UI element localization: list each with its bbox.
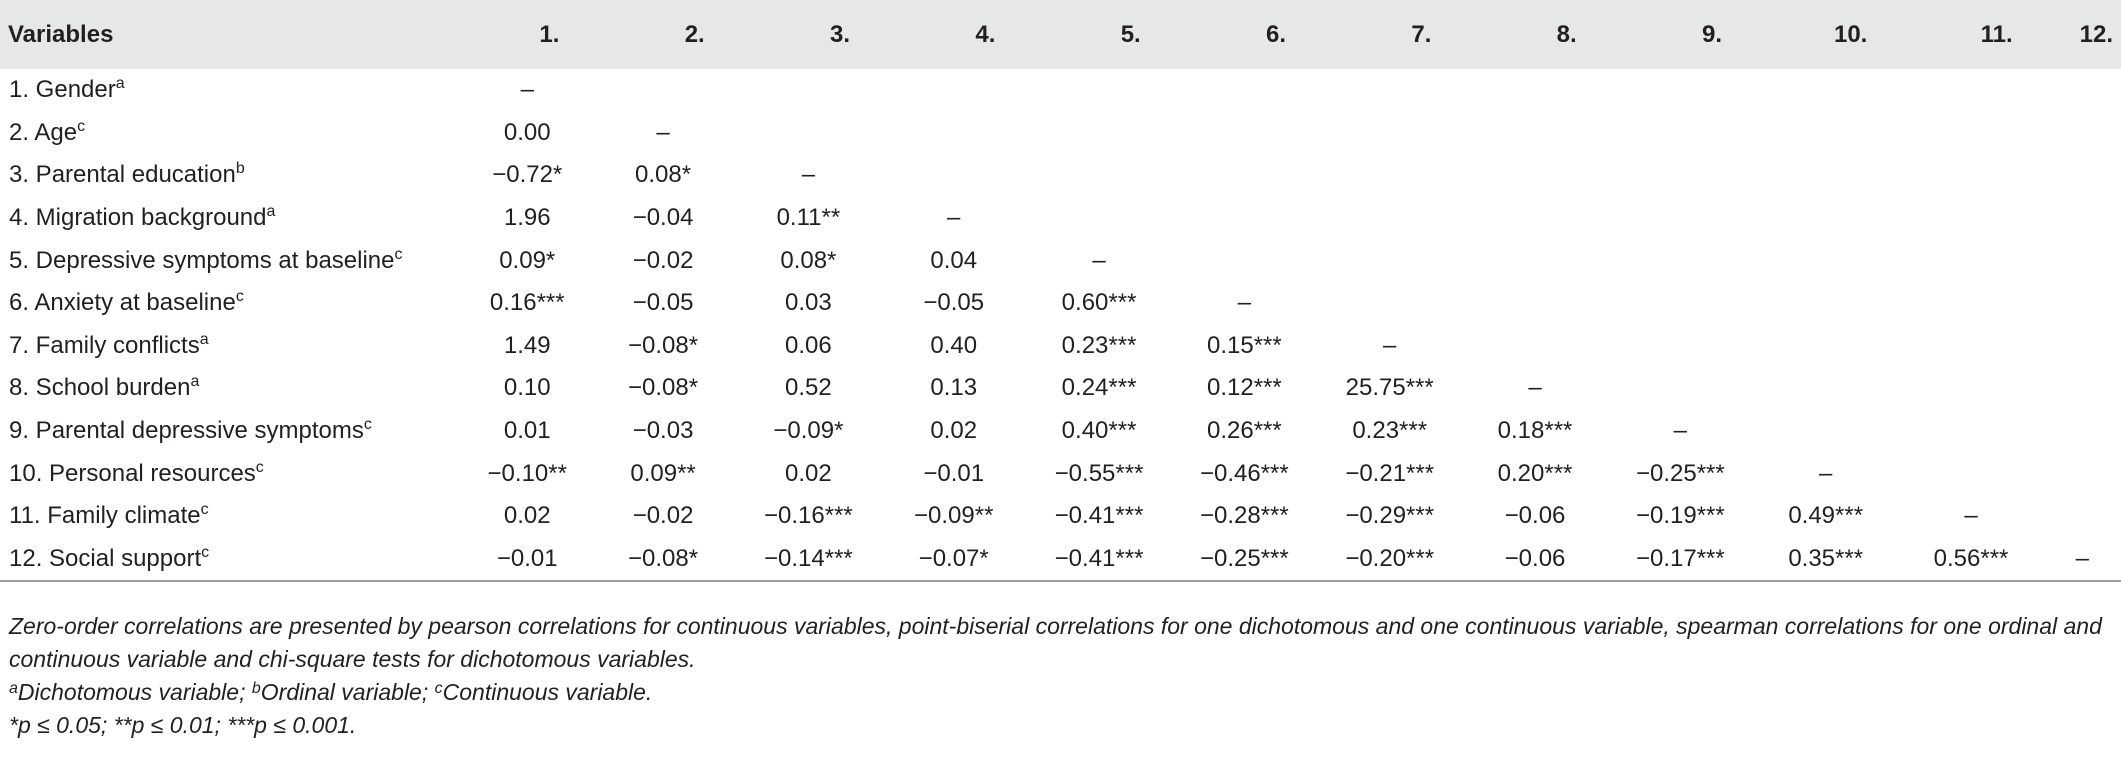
table-cell: – xyxy=(1383,331,1397,359)
variable-name: 5. Depressive symptoms at baseline xyxy=(9,246,395,274)
table-cell xyxy=(2044,282,2121,325)
table-cell: −0.19*** xyxy=(1635,502,1725,530)
table-cell: −0.14*** xyxy=(736,538,881,582)
table-cell: 0.00 xyxy=(503,118,551,146)
table-cell: −0.09** xyxy=(914,502,994,530)
column-header-variables: Variables xyxy=(8,20,114,48)
table-cell: 0.09** xyxy=(630,459,696,487)
variable-type-sup: a xyxy=(266,203,276,221)
variable-type-sup: c xyxy=(255,458,264,476)
table-cell: 0.23*** xyxy=(1061,331,1137,359)
table-cell: −0.07* xyxy=(881,538,1026,582)
column-header: 12. xyxy=(2079,20,2113,48)
table-cell: 25.75*** xyxy=(1345,374,1434,402)
row-label xyxy=(0,239,464,282)
table-cell: −0.02 xyxy=(632,502,694,530)
table-cell xyxy=(736,112,881,155)
table-row xyxy=(0,239,2121,282)
table-cell: 0.40 xyxy=(930,331,978,359)
table-cell: 0.08* xyxy=(780,246,837,274)
table-cell xyxy=(1026,154,1171,197)
footnote-legend xyxy=(9,676,2115,709)
table-cell: 0.02 xyxy=(930,417,978,445)
table-cell: −0.04 xyxy=(632,204,694,232)
table-cell xyxy=(1026,112,1171,155)
table-cell xyxy=(2044,452,2121,495)
table-row xyxy=(0,495,2121,538)
table-cell xyxy=(1462,112,1607,155)
table-cell xyxy=(1317,197,1462,240)
table-cell xyxy=(1608,282,1753,325)
table-cell xyxy=(1898,69,2043,112)
table-row xyxy=(0,197,2121,240)
legend-text: Ordinal variable; xyxy=(260,679,435,705)
table-cell: −0.21*** xyxy=(1345,459,1435,487)
variable-name: 1. Gender xyxy=(9,76,116,104)
table-cell xyxy=(1753,239,1898,282)
table-cell xyxy=(1898,452,2043,495)
table-cell xyxy=(1898,367,2043,410)
table-cell xyxy=(1608,154,1753,197)
variable-type-sup: c xyxy=(235,288,244,306)
table-cell: −0.05 xyxy=(923,289,985,317)
table-cell: −0.29*** xyxy=(1345,502,1435,530)
table-cell xyxy=(1753,325,1898,368)
table-cell xyxy=(2044,239,2121,282)
table-cell xyxy=(881,154,1026,197)
table-cell: −0.01 xyxy=(464,538,590,582)
footnote-significance: *p ≤ 0.05; **p ≤ 0.01; ***p ≤ 0.001. xyxy=(9,712,357,738)
variable-type-sup: c xyxy=(201,543,210,561)
table-cell xyxy=(1172,154,1317,197)
table-cell: −0.06 xyxy=(1504,502,1566,530)
table-cell: −0.17*** xyxy=(1608,538,1753,582)
variable-name: 6. Anxiety at baseline xyxy=(9,289,236,317)
table-cell xyxy=(2044,367,2121,410)
column-header: 4. xyxy=(975,20,996,48)
table-row xyxy=(0,452,2121,495)
table-cell xyxy=(1317,239,1462,282)
variable-type-sup: c xyxy=(200,501,209,519)
table-cell xyxy=(1462,325,1607,368)
row-label xyxy=(0,69,464,112)
table-cell xyxy=(2044,112,2121,155)
table-cell: – xyxy=(2044,538,2121,582)
table-cell: −0.41*** xyxy=(1026,538,1171,582)
table-cell: – xyxy=(1092,246,1106,274)
variable-name: 8. School burden xyxy=(9,374,191,402)
variable-type-sup: c xyxy=(363,416,372,434)
table-cell xyxy=(2044,325,2121,368)
table-cell: – xyxy=(1528,374,1542,402)
table-cell: −0.28*** xyxy=(1199,502,1289,530)
row-label xyxy=(0,367,464,410)
variable-name: 4. Migration background xyxy=(9,204,267,232)
legend-sup: a xyxy=(9,680,18,697)
table-cell xyxy=(1317,154,1462,197)
row-label xyxy=(0,282,464,325)
table-cell: 0.09* xyxy=(499,246,556,274)
variable-name: 12. Social support xyxy=(9,544,202,572)
header-row xyxy=(0,0,2121,69)
table-cell xyxy=(1462,282,1607,325)
table-cell xyxy=(590,69,735,112)
table-cell: – xyxy=(520,76,534,104)
row-label xyxy=(0,410,464,453)
table-cell: −0.25*** xyxy=(1635,459,1725,487)
table-cell: 0.56*** xyxy=(1898,538,2043,582)
table-cell: – xyxy=(656,118,670,146)
table-cell xyxy=(1172,197,1317,240)
table-cell xyxy=(2044,410,2121,453)
footnote-description: Zero-order correlations are presented by pearson correlations for continuous variables, point-biserial correlations for one dichotomous and one continuous variable, spearman correlations for one ordinal and continuous variable and chi-square tests for dichotomous variables. xyxy=(9,613,2102,672)
variable-type-sup: a xyxy=(199,330,209,348)
table-cell: 0.11** xyxy=(776,204,841,232)
table-cell xyxy=(1462,239,1607,282)
table-cell xyxy=(881,112,1026,155)
legend-sup: b xyxy=(251,680,261,697)
table-cell xyxy=(2044,197,2121,240)
table-cell xyxy=(1608,239,1753,282)
row-label xyxy=(0,495,464,538)
table-cell: 0.24*** xyxy=(1061,374,1137,402)
table-cell: −0.02 xyxy=(632,246,694,274)
table-row xyxy=(0,69,2121,112)
variable-name: 10. Personal resources xyxy=(9,459,256,487)
table-cell: 0.40*** xyxy=(1061,417,1137,445)
table-cell xyxy=(1753,410,1898,453)
table-row xyxy=(0,154,2121,197)
row-label xyxy=(0,452,464,495)
table-cell xyxy=(2044,154,2121,197)
table-cell xyxy=(1462,69,1607,112)
row-label xyxy=(0,154,464,197)
table-row xyxy=(0,282,2121,325)
legend-text: Dichotomous variable; xyxy=(17,679,252,705)
table-row xyxy=(0,325,2121,368)
table-cell: −0.20*** xyxy=(1317,538,1462,582)
table-cell xyxy=(2044,495,2121,538)
column-header: 6. xyxy=(1266,20,1287,48)
table-cell: 0.18*** xyxy=(1497,417,1573,445)
table-cell: 0.49*** xyxy=(1788,502,1864,530)
table-cell: −0.09* xyxy=(773,417,844,445)
table-cell: 0.03 xyxy=(785,289,832,317)
table-cell: 0.08* xyxy=(635,161,692,189)
table-cell xyxy=(1172,239,1317,282)
table-cell xyxy=(2044,69,2121,112)
variable-type-sup: a xyxy=(190,373,200,391)
table-cell: – xyxy=(947,204,961,232)
table-cell: 0.02 xyxy=(785,459,832,487)
table-cell xyxy=(736,69,881,112)
variable-type-sup: b xyxy=(235,160,245,178)
table-cell xyxy=(1898,112,2043,155)
column-header: 7. xyxy=(1411,20,1432,48)
table-cell: −0.41*** xyxy=(1054,502,1144,530)
table-cell: −0.16*** xyxy=(764,502,853,530)
table-cell: −0.55*** xyxy=(1054,459,1144,487)
row-label xyxy=(0,112,464,155)
table-row xyxy=(0,367,2121,410)
variable-type-sup: c xyxy=(77,117,86,135)
variable-type-sup: a xyxy=(115,75,125,93)
table-cell: −0.01 xyxy=(923,459,985,487)
variable-type-sup: c xyxy=(394,245,403,263)
table-cell: −0.72* xyxy=(492,161,563,189)
table-cell xyxy=(1608,197,1753,240)
table-cell: 0.16*** xyxy=(489,289,565,317)
table-cell: 0.15*** xyxy=(1207,331,1282,359)
table-cell xyxy=(1172,112,1317,155)
table-cell: 0.60*** xyxy=(1061,289,1137,317)
table-cell xyxy=(1753,112,1898,155)
column-header: 5. xyxy=(1120,20,1141,48)
table-cell xyxy=(1753,367,1898,410)
table-cell: −0.06 xyxy=(1462,538,1607,582)
column-header: 10. xyxy=(1833,20,1868,48)
legend-text: Continuous variable. xyxy=(442,679,653,705)
table-cell: −0.08* xyxy=(628,331,699,359)
table-cell xyxy=(1753,69,1898,112)
table-cell xyxy=(1608,367,1753,410)
table-row xyxy=(0,112,2121,155)
table-body xyxy=(0,69,2121,581)
table-cell: 0.06 xyxy=(785,331,832,359)
table-cell xyxy=(1608,69,1753,112)
table-cell xyxy=(1317,282,1462,325)
variable-name: 2. Age xyxy=(9,118,78,146)
column-header: 9. xyxy=(1702,20,1723,48)
table-cell xyxy=(1608,112,1753,155)
table-cell: 0.02 xyxy=(503,502,551,530)
legend-sup: c xyxy=(434,680,443,697)
table-cell: 0.52 xyxy=(785,374,832,402)
table-cell xyxy=(1172,69,1317,112)
table-cell xyxy=(1753,282,1898,325)
table-cell xyxy=(1462,154,1607,197)
table-cell: 1.49 xyxy=(503,331,551,359)
table-cell: – xyxy=(1819,459,1833,487)
table-cell: 0.10 xyxy=(503,374,551,402)
table-cell xyxy=(1462,197,1607,240)
table-cell xyxy=(881,69,1026,112)
table-cell xyxy=(1898,325,2043,368)
table-cell: 0.04 xyxy=(930,246,978,274)
table-row xyxy=(0,410,2121,453)
variable-name: 7. Family conflicts xyxy=(9,331,200,359)
table-cell: −0.08* xyxy=(628,374,699,402)
table-cell: 0.23*** xyxy=(1352,417,1428,445)
table-cell: 0.13 xyxy=(930,374,978,402)
row-label xyxy=(0,538,464,582)
table-row xyxy=(0,538,2121,582)
table-cell xyxy=(1898,282,2043,325)
table-cell xyxy=(1898,410,2043,453)
table-cell xyxy=(1753,197,1898,240)
table-footnotes xyxy=(9,610,2115,742)
variable-name: 9. Parental depressive symptoms xyxy=(9,417,364,445)
table-cell xyxy=(1608,325,1753,368)
column-header: 8. xyxy=(1556,20,1577,48)
column-header: 1. xyxy=(539,20,560,48)
table-cell xyxy=(1898,239,2043,282)
table-cell: 0.20*** xyxy=(1497,459,1573,487)
variable-name: 11. Family climate xyxy=(9,502,201,530)
column-header: 11. xyxy=(1980,20,2013,48)
column-header: 3. xyxy=(830,20,851,48)
table-cell: – xyxy=(1673,417,1688,445)
column-header: 2. xyxy=(684,20,705,48)
table-cell: 0.35*** xyxy=(1753,538,1898,582)
table-cell: −0.08* xyxy=(590,538,735,582)
table-cell: −0.10** xyxy=(487,459,567,487)
table-cell: −0.05 xyxy=(632,289,694,317)
table-cell: 0.26*** xyxy=(1207,417,1282,445)
table-cell: −0.03 xyxy=(632,417,694,445)
table-cell xyxy=(1317,112,1462,155)
table-cell: – xyxy=(1964,502,1978,530)
table-cell xyxy=(1317,69,1462,112)
table-cell: 1.96 xyxy=(503,204,551,232)
variable-name: 3. Parental education xyxy=(9,161,236,189)
row-label xyxy=(0,325,464,368)
table-cell: – xyxy=(801,161,816,189)
table-cell: −0.25*** xyxy=(1172,538,1317,582)
table-cell: −0.46*** xyxy=(1199,459,1289,487)
table-cell xyxy=(1753,154,1898,197)
table-cell: 0.12*** xyxy=(1207,374,1282,402)
table-cell xyxy=(1026,69,1171,112)
row-label xyxy=(0,197,464,240)
table-cell: 0.01 xyxy=(503,417,551,445)
table-cell xyxy=(1898,154,2043,197)
table-cell xyxy=(1898,197,2043,240)
table-cell xyxy=(1026,197,1171,240)
table-cell: – xyxy=(1237,289,1252,317)
